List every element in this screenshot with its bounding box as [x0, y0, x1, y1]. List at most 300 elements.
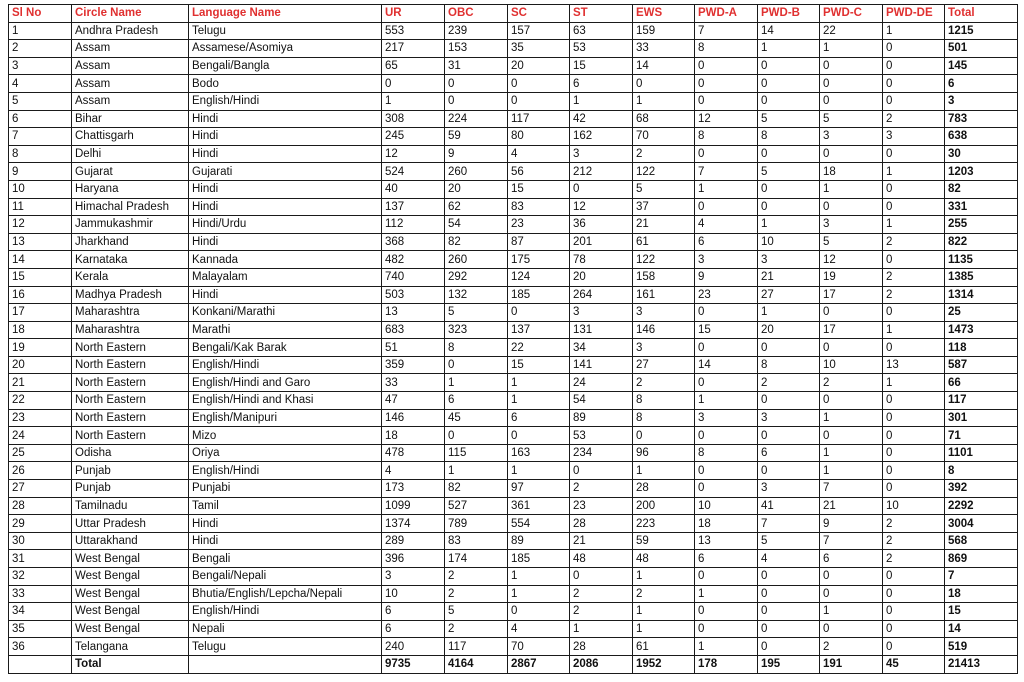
cell-language-name: Bengali/Kak Barak — [189, 339, 382, 357]
cell-obc: 132 — [445, 286, 508, 304]
cell-ur: 289 — [382, 532, 445, 550]
cell-pwd-b: 3 — [758, 251, 820, 269]
cell-ews: 1 — [633, 462, 695, 480]
cell-sc: 89 — [508, 532, 570, 550]
header-pwd-a: PWD-A — [695, 5, 758, 23]
table-row — [9, 339, 1018, 357]
cell-pwd-de: 0 — [883, 409, 945, 427]
cell-circle-name: Chattisgarh — [72, 128, 189, 146]
table-row — [9, 198, 1018, 216]
cell-pwd-a: 0 — [695, 568, 758, 586]
cell-pwd-c: 1 — [820, 40, 883, 58]
cell-language-name: English/Hindi — [189, 92, 382, 110]
cell-total: 2292 — [945, 497, 1018, 515]
cell-pwd-de: 0 — [883, 585, 945, 603]
cell-sl-no: 4 — [9, 75, 72, 93]
cell-pwd-de: 1 — [883, 321, 945, 339]
cell-pwd-b: 0 — [758, 180, 820, 198]
grand-total-pwd-b: 195 — [758, 655, 820, 673]
header-pwd-de: PWD-DE — [883, 5, 945, 23]
grand-total-ews: 1952 — [633, 655, 695, 673]
table-row — [9, 128, 1018, 146]
cell-pwd-de: 0 — [883, 304, 945, 322]
cell-pwd-c: 0 — [820, 427, 883, 445]
cell-ur: 6 — [382, 603, 445, 621]
cell-obc: 20 — [445, 180, 508, 198]
cell-pwd-c: 3 — [820, 128, 883, 146]
cell-sc: 1 — [508, 374, 570, 392]
cell-ur: 368 — [382, 233, 445, 251]
cell-sl-no: 19 — [9, 339, 72, 357]
cell-pwd-c: 0 — [820, 339, 883, 357]
cell-circle-name: Punjab — [72, 462, 189, 480]
cell-ews: 96 — [633, 444, 695, 462]
cell-pwd-a: 0 — [695, 427, 758, 445]
cell-pwd-c: 5 — [820, 233, 883, 251]
cell-total: 1101 — [945, 444, 1018, 462]
cell-pwd-c: 2 — [820, 374, 883, 392]
cell-st: 89 — [570, 409, 633, 427]
cell-circle-name: Bihar — [72, 110, 189, 128]
cell-pwd-c: 22 — [820, 22, 883, 40]
cell-pwd-a: 1 — [695, 638, 758, 656]
cell-total: 66 — [945, 374, 1018, 392]
cell-pwd-a: 3 — [695, 409, 758, 427]
cell-ews: 223 — [633, 515, 695, 533]
cell-circle-name: Andhra Pradesh — [72, 22, 189, 40]
cell-st: 201 — [570, 233, 633, 251]
cell-ur: 396 — [382, 550, 445, 568]
cell-ews: 161 — [633, 286, 695, 304]
cell-pwd-a: 10 — [695, 497, 758, 515]
cell-ews: 2 — [633, 145, 695, 163]
table-row — [9, 286, 1018, 304]
cell-pwd-a: 18 — [695, 515, 758, 533]
table-row — [9, 304, 1018, 322]
cell-total: 3004 — [945, 515, 1018, 533]
cell-sc: 124 — [508, 268, 570, 286]
table-row — [9, 392, 1018, 410]
cell-language-name: English/Hindi — [189, 462, 382, 480]
cell-sc: 163 — [508, 444, 570, 462]
cell-sc: 35 — [508, 40, 570, 58]
cell-pwd-b: 0 — [758, 585, 820, 603]
cell-st: 264 — [570, 286, 633, 304]
cell-language-name: Telugu — [189, 22, 382, 40]
cell-obc: 0 — [445, 356, 508, 374]
cell-total: 519 — [945, 638, 1018, 656]
cell-obc: 0 — [445, 427, 508, 445]
cell-ur: 146 — [382, 409, 445, 427]
cell-sl-no: 22 — [9, 392, 72, 410]
cell-ur: 553 — [382, 22, 445, 40]
cell-total: 638 — [945, 128, 1018, 146]
cell-st: 42 — [570, 110, 633, 128]
cell-obc: 789 — [445, 515, 508, 533]
vacancy-table — [8, 4, 1018, 674]
cell-ur: 683 — [382, 321, 445, 339]
cell-ews: 1 — [633, 92, 695, 110]
cell-ews: 1 — [633, 620, 695, 638]
grand-total-st: 2086 — [570, 655, 633, 673]
cell-sl-no: 13 — [9, 233, 72, 251]
cell-pwd-b: 10 — [758, 233, 820, 251]
cell-total: 1473 — [945, 321, 1018, 339]
cell-pwd-c: 7 — [820, 532, 883, 550]
cell-language-name: Bodo — [189, 75, 382, 93]
cell-ur: 137 — [382, 198, 445, 216]
cell-ur: 51 — [382, 339, 445, 357]
cell-ur: 217 — [382, 40, 445, 58]
table-row — [9, 40, 1018, 58]
table-row — [9, 480, 1018, 498]
cell-obc: 117 — [445, 638, 508, 656]
cell-obc: 45 — [445, 409, 508, 427]
cell-language-name: Hindi/Urdu — [189, 216, 382, 234]
cell-sc: 0 — [508, 304, 570, 322]
cell-language-name: Hindi — [189, 233, 382, 251]
header-sc: SC — [508, 5, 570, 23]
cell-st: 2 — [570, 480, 633, 498]
cell-pwd-de: 0 — [883, 92, 945, 110]
cell-obc: 0 — [445, 92, 508, 110]
header-ews: EWS — [633, 5, 695, 23]
cell-pwd-de: 2 — [883, 233, 945, 251]
cell-pwd-c: 6 — [820, 550, 883, 568]
cell-pwd-b: 0 — [758, 57, 820, 75]
cell-st: 63 — [570, 22, 633, 40]
cell-ews: 21 — [633, 216, 695, 234]
grand-total-obc: 4164 — [445, 655, 508, 673]
cell-pwd-de: 0 — [883, 180, 945, 198]
table-row — [9, 462, 1018, 480]
cell-sl-no: 12 — [9, 216, 72, 234]
cell-total: 301 — [945, 409, 1018, 427]
cell-pwd-c: 1 — [820, 462, 883, 480]
cell-pwd-de: 2 — [883, 532, 945, 550]
cell-obc: 239 — [445, 22, 508, 40]
cell-sc: 1 — [508, 392, 570, 410]
cell-obc: 292 — [445, 268, 508, 286]
cell-language-name: Hindi — [189, 515, 382, 533]
cell-st: 6 — [570, 75, 633, 93]
cell-st: 234 — [570, 444, 633, 462]
cell-pwd-b: 21 — [758, 268, 820, 286]
cell-total: 1215 — [945, 22, 1018, 40]
cell-pwd-de: 1 — [883, 163, 945, 181]
cell-sc: 0 — [508, 75, 570, 93]
cell-ews: 14 — [633, 57, 695, 75]
cell-language-name: Hindi — [189, 532, 382, 550]
cell-ur: 1 — [382, 92, 445, 110]
cell-pwd-de: 0 — [883, 145, 945, 163]
cell-ur: 503 — [382, 286, 445, 304]
cell-pwd-b: 0 — [758, 392, 820, 410]
cell-obc: 115 — [445, 444, 508, 462]
table-row — [9, 22, 1018, 40]
cell-sc: 554 — [508, 515, 570, 533]
cell-pwd-b: 4 — [758, 550, 820, 568]
cell-sc: 4 — [508, 145, 570, 163]
cell-total: 822 — [945, 233, 1018, 251]
cell-pwd-c: 0 — [820, 304, 883, 322]
cell-circle-name: Assam — [72, 57, 189, 75]
cell-pwd-de: 0 — [883, 427, 945, 445]
cell-language-name: Hindi — [189, 286, 382, 304]
cell-pwd-de: 10 — [883, 497, 945, 515]
cell-circle-name: West Bengal — [72, 568, 189, 586]
cell-circle-name: Uttarakhand — [72, 532, 189, 550]
cell-pwd-de: 1 — [883, 22, 945, 40]
cell-sl-no: 6 — [9, 110, 72, 128]
cell-circle-name: Maharashtra — [72, 321, 189, 339]
cell-circle-name: Assam — [72, 92, 189, 110]
cell-pwd-b: 0 — [758, 339, 820, 357]
cell-circle-name: Odisha — [72, 444, 189, 462]
cell-ews: 68 — [633, 110, 695, 128]
cell-ews: 61 — [633, 638, 695, 656]
cell-pwd-c: 0 — [820, 92, 883, 110]
cell-language-name: English/Hindi and Khasi — [189, 392, 382, 410]
cell-total: 3 — [945, 92, 1018, 110]
cell-ur: 308 — [382, 110, 445, 128]
cell-obc: 1 — [445, 462, 508, 480]
cell-ews: 48 — [633, 550, 695, 568]
header-st: ST — [570, 5, 633, 23]
cell-sc: 6 — [508, 409, 570, 427]
cell-pwd-c: 3 — [820, 216, 883, 234]
cell-ur: 40 — [382, 180, 445, 198]
cell-total: 501 — [945, 40, 1018, 58]
cell-pwd-c: 1 — [820, 444, 883, 462]
cell-sl-no: 27 — [9, 480, 72, 498]
cell-ur: 47 — [382, 392, 445, 410]
cell-obc: 83 — [445, 532, 508, 550]
cell-ews: 3 — [633, 339, 695, 357]
grand-total-sc: 2867 — [508, 655, 570, 673]
cell-pwd-c: 1 — [820, 180, 883, 198]
cell-pwd-a: 0 — [695, 145, 758, 163]
cell-pwd-b: 27 — [758, 286, 820, 304]
cell-circle-name: North Eastern — [72, 392, 189, 410]
cell-pwd-a: 4 — [695, 216, 758, 234]
cell-total: 587 — [945, 356, 1018, 374]
cell-pwd-a: 1 — [695, 585, 758, 603]
cell-sc: 15 — [508, 356, 570, 374]
cell-sc: 361 — [508, 497, 570, 515]
table-body — [9, 22, 1018, 655]
cell-sl-no: 30 — [9, 532, 72, 550]
cell-pwd-b: 20 — [758, 321, 820, 339]
grand-total-label: Total — [72, 655, 189, 673]
cell-obc: 224 — [445, 110, 508, 128]
cell-pwd-de: 0 — [883, 339, 945, 357]
cell-pwd-a: 1 — [695, 392, 758, 410]
cell-total: 82 — [945, 180, 1018, 198]
cell-ur: 740 — [382, 268, 445, 286]
cell-pwd-c: 2 — [820, 638, 883, 656]
table-row — [9, 251, 1018, 269]
table-row — [9, 374, 1018, 392]
cell-st: 28 — [570, 638, 633, 656]
cell-pwd-a: 1 — [695, 180, 758, 198]
cell-circle-name: Maharashtra — [72, 304, 189, 322]
cell-sl-no: 20 — [9, 356, 72, 374]
cell-sc: 185 — [508, 286, 570, 304]
cell-pwd-c: 9 — [820, 515, 883, 533]
cell-st: 2 — [570, 603, 633, 621]
cell-pwd-a: 0 — [695, 620, 758, 638]
grand-total-language — [189, 655, 382, 673]
cell-sl-no: 24 — [9, 427, 72, 445]
cell-obc: 0 — [445, 75, 508, 93]
table-row — [9, 532, 1018, 550]
cell-st: 162 — [570, 128, 633, 146]
cell-ews: 2 — [633, 374, 695, 392]
grand-total-ur: 9735 — [382, 655, 445, 673]
cell-pwd-a: 0 — [695, 57, 758, 75]
cell-st: 1 — [570, 92, 633, 110]
cell-pwd-b: 8 — [758, 128, 820, 146]
cell-sc: 22 — [508, 339, 570, 357]
cell-pwd-a: 0 — [695, 339, 758, 357]
cell-sc: 20 — [508, 57, 570, 75]
cell-st: 78 — [570, 251, 633, 269]
cell-language-name: Kannada — [189, 251, 382, 269]
cell-st: 28 — [570, 515, 633, 533]
cell-sl-no: 15 — [9, 268, 72, 286]
cell-pwd-b: 0 — [758, 568, 820, 586]
cell-ews: 1 — [633, 603, 695, 621]
cell-language-name: Hindi — [189, 198, 382, 216]
cell-ews: 3 — [633, 304, 695, 322]
cell-total: 331 — [945, 198, 1018, 216]
cell-pwd-de: 1 — [883, 374, 945, 392]
cell-pwd-de: 0 — [883, 444, 945, 462]
cell-total: 30 — [945, 145, 1018, 163]
cell-language-name: Bhutia/English/Lepcha/Nepali — [189, 585, 382, 603]
cell-pwd-b: 3 — [758, 480, 820, 498]
cell-total: 1385 — [945, 268, 1018, 286]
cell-pwd-de: 0 — [883, 480, 945, 498]
cell-language-name: English/Manipuri — [189, 409, 382, 427]
cell-language-name: Nepali — [189, 620, 382, 638]
cell-pwd-de: 0 — [883, 75, 945, 93]
cell-sl-no: 2 — [9, 40, 72, 58]
header-total: Total — [945, 5, 1018, 23]
cell-pwd-c: 0 — [820, 145, 883, 163]
table-row — [9, 409, 1018, 427]
cell-pwd-a: 6 — [695, 550, 758, 568]
cell-pwd-a: 0 — [695, 92, 758, 110]
cell-circle-name: Kerala — [72, 268, 189, 286]
cell-obc: 62 — [445, 198, 508, 216]
cell-language-name: Bengali/Bangla — [189, 57, 382, 75]
cell-sl-no: 1 — [9, 22, 72, 40]
cell-language-name: Hindi — [189, 145, 382, 163]
cell-language-name: Telugu — [189, 638, 382, 656]
vacancy-table-container — [8, 4, 1017, 674]
cell-pwd-b: 7 — [758, 515, 820, 533]
cell-pwd-a: 0 — [695, 480, 758, 498]
cell-language-name: Gujarati — [189, 163, 382, 181]
cell-st: 0 — [570, 180, 633, 198]
cell-st: 212 — [570, 163, 633, 181]
table-row — [9, 444, 1018, 462]
cell-ews: 0 — [633, 427, 695, 445]
cell-language-name: English/Hindi and Garo — [189, 374, 382, 392]
cell-circle-name: Gujarat — [72, 163, 189, 181]
cell-obc: 323 — [445, 321, 508, 339]
cell-pwd-de: 0 — [883, 198, 945, 216]
cell-ur: 173 — [382, 480, 445, 498]
grand-total-pwd-de: 45 — [883, 655, 945, 673]
cell-language-name: Assamese/Asomiya — [189, 40, 382, 58]
cell-total: 7 — [945, 568, 1018, 586]
header-language-name: Language Name — [189, 5, 382, 23]
header-obc: OBC — [445, 5, 508, 23]
cell-sl-no: 34 — [9, 603, 72, 621]
cell-pwd-c: 1 — [820, 603, 883, 621]
cell-ews: 27 — [633, 356, 695, 374]
cell-total: 145 — [945, 57, 1018, 75]
cell-obc: 2 — [445, 568, 508, 586]
cell-sc: 87 — [508, 233, 570, 251]
cell-ews: 70 — [633, 128, 695, 146]
cell-sc: 1 — [508, 585, 570, 603]
cell-pwd-de: 0 — [883, 57, 945, 75]
cell-sl-no: 31 — [9, 550, 72, 568]
cell-total: 255 — [945, 216, 1018, 234]
cell-ur: 33 — [382, 374, 445, 392]
cell-ews: 159 — [633, 22, 695, 40]
cell-total: 71 — [945, 427, 1018, 445]
grand-total-sl-no — [9, 655, 72, 673]
grand-total-pwd-c: 191 — [820, 655, 883, 673]
cell-st: 12 — [570, 198, 633, 216]
cell-pwd-a: 0 — [695, 198, 758, 216]
header-pwd-b: PWD-B — [758, 5, 820, 23]
cell-ews: 61 — [633, 233, 695, 251]
cell-pwd-b: 0 — [758, 620, 820, 638]
cell-pwd-de: 0 — [883, 392, 945, 410]
table-row — [9, 515, 1018, 533]
cell-pwd-c: 17 — [820, 286, 883, 304]
cell-ews: 5 — [633, 180, 695, 198]
cell-pwd-b: 1 — [758, 40, 820, 58]
table-row — [9, 497, 1018, 515]
table-row — [9, 268, 1018, 286]
cell-circle-name: North Eastern — [72, 409, 189, 427]
cell-pwd-de: 0 — [883, 620, 945, 638]
cell-sl-no: 28 — [9, 497, 72, 515]
cell-pwd-a: 0 — [695, 603, 758, 621]
cell-pwd-de: 2 — [883, 268, 945, 286]
table-row — [9, 585, 1018, 603]
cell-pwd-c: 0 — [820, 392, 883, 410]
cell-pwd-b: 14 — [758, 22, 820, 40]
cell-pwd-b: 1 — [758, 216, 820, 234]
cell-pwd-a: 6 — [695, 233, 758, 251]
cell-pwd-a: 12 — [695, 110, 758, 128]
cell-st: 1 — [570, 620, 633, 638]
cell-pwd-c: 0 — [820, 57, 883, 75]
cell-circle-name: North Eastern — [72, 374, 189, 392]
cell-sc: 175 — [508, 251, 570, 269]
table-row — [9, 321, 1018, 339]
cell-ur: 12 — [382, 145, 445, 163]
cell-language-name: English/Hindi — [189, 356, 382, 374]
